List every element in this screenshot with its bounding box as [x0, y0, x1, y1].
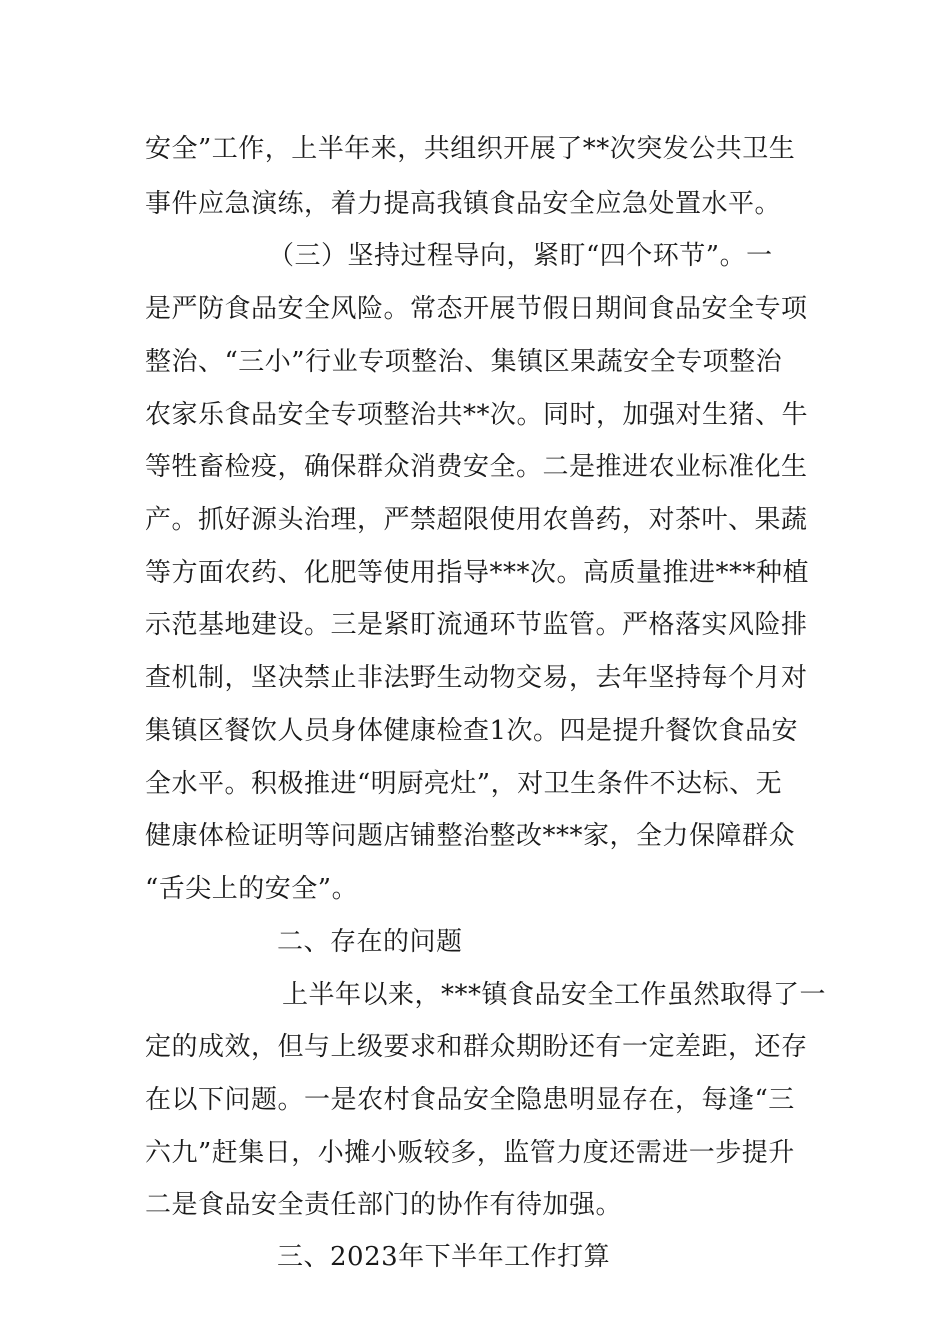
paragraph-line: 上半年以来，***镇食品安全工作虽然取得了一 — [282, 980, 827, 1010]
paragraph-line: 整治、“三小”行业专项整治、集镇区果蔬安全专项整治 — [145, 347, 783, 377]
paragraph-line: 健康体检证明等问题店铺整治整改***家，全力保障群众 — [145, 821, 796, 851]
paragraph-line: 等方面农药、化肥等使用指导***次。高质量推进***种植 — [145, 558, 810, 588]
paragraph-line: 示范基地建设。三是紧盯流通环节监管。严格落实风险排 — [145, 610, 808, 640]
paragraph-line: 二是食品安全责任部门的协作有待加强。 — [145, 1190, 623, 1220]
paragraph-line: “舌尖上的安全”。 — [145, 874, 359, 904]
paragraph-line: 是严防食品安全风险。常态开展节假日期间食品安全专项 — [145, 294, 808, 324]
paragraph-line: 定的成效，但与上级要求和群众期盼还有一定差距，还存 — [145, 1032, 808, 1062]
paragraph-line: 事件应急演练，着力提高我镇食品安全应急处置水平。 — [145, 189, 782, 219]
paragraph-line: 安全”工作，上半年来，共组织开展了**次突发公共卫生 — [145, 134, 796, 164]
section-heading-line: （三）坚持过程导向，紧盯“四个环节”。一 — [268, 241, 773, 271]
paragraph-line: 产。抓好源头治理，严禁超限使用农兽药，对茶叶、果蔬 — [145, 505, 808, 535]
section-heading: 二、存在的问题 — [277, 927, 463, 957]
section-heading: 三、2023年下半年工作打算 — [277, 1242, 611, 1272]
paragraph-line: 查机制，坚决禁止非法野生动物交易，去年坚持每个月对 — [145, 663, 808, 693]
paragraph-line: 等牲畜检疫，确保群众消费安全。二是推进农业标准化生 — [145, 452, 808, 482]
paragraph-line: 农家乐食品安全专项整治共**次。同时，加强对生猪、牛 — [145, 400, 809, 430]
paragraph-line: 六九”赶集日，小摊小贩较多，监管力度还需进一步提升 — [145, 1138, 795, 1168]
paragraph-line: 集镇区餐饮人员身体健康检查1次。四是提升餐饮食品安 — [145, 716, 799, 746]
paragraph-line: 在以下问题。一是农村食品安全隐患明显存在，每逢“三 — [145, 1085, 795, 1115]
paragraph-line: 全水平。积极推进“明厨亮灶”，对卫生条件不达标、无 — [145, 769, 783, 799]
